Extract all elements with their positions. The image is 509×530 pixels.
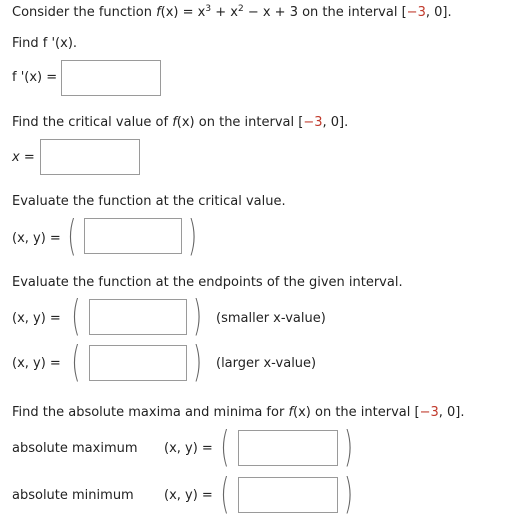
- question-find-derivative: Find f '(x).: [12, 36, 78, 51]
- smaller-endpoint-input[interactable]: [89, 299, 187, 335]
- question-evaluate-critical: Evaluate the function at the critical value.: [12, 194, 286, 209]
- absolute-maximum-input[interactable]: [238, 430, 338, 466]
- xy-label-critical: (x, y) =: [12, 231, 61, 246]
- left-paren: (: [71, 291, 81, 340]
- question-absolute-extrema: Find the absolute maxima and minima for f(x) on the interval [−3, 0].: [12, 405, 465, 420]
- larger-endpoint-input[interactable]: [89, 345, 187, 381]
- question-critical-value: Find the critical value of f(x) on the interval [−3, 0].: [12, 115, 349, 130]
- xy-label-larger: (x, y) =: [12, 356, 61, 371]
- critical-point-input[interactable]: [84, 218, 182, 254]
- left-paren: (: [67, 211, 77, 260]
- question-function-statement: Consider the function $f(x) = x^3 + x^2 - x + 3$ on the interval [−3, 0].: [12, 4, 452, 20]
- xy-label-max: (x, y) =: [164, 441, 213, 456]
- right-paren: ): [188, 211, 198, 260]
- right-paren: ): [193, 291, 203, 340]
- f-prime-input[interactable]: [61, 60, 161, 96]
- right-paren: ): [193, 337, 203, 386]
- left-paren: (: [220, 422, 230, 471]
- question-evaluate-endpoints: Evaluate the function at the endpoints of the given interval.: [12, 275, 403, 290]
- critical-x-input[interactable]: [40, 139, 140, 175]
- larger-x-note: (larger x-value): [216, 356, 317, 371]
- right-paren: ): [344, 422, 354, 471]
- x-label: x =: [12, 150, 35, 165]
- xy-label-min: (x, y) =: [164, 488, 213, 503]
- f-prime-label: f '(x) =: [12, 70, 58, 85]
- absolute-minimum-label: absolute minimum: [12, 488, 134, 503]
- xy-label-smaller: (x, y) =: [12, 311, 61, 326]
- left-paren: (: [220, 469, 230, 518]
- right-paren: ): [344, 469, 354, 518]
- smaller-x-note: (smaller x-value): [216, 311, 326, 326]
- absolute-minimum-input[interactable]: [238, 477, 338, 513]
- absolute-maximum-label: absolute maximum: [12, 441, 138, 456]
- left-paren: (: [71, 337, 81, 386]
